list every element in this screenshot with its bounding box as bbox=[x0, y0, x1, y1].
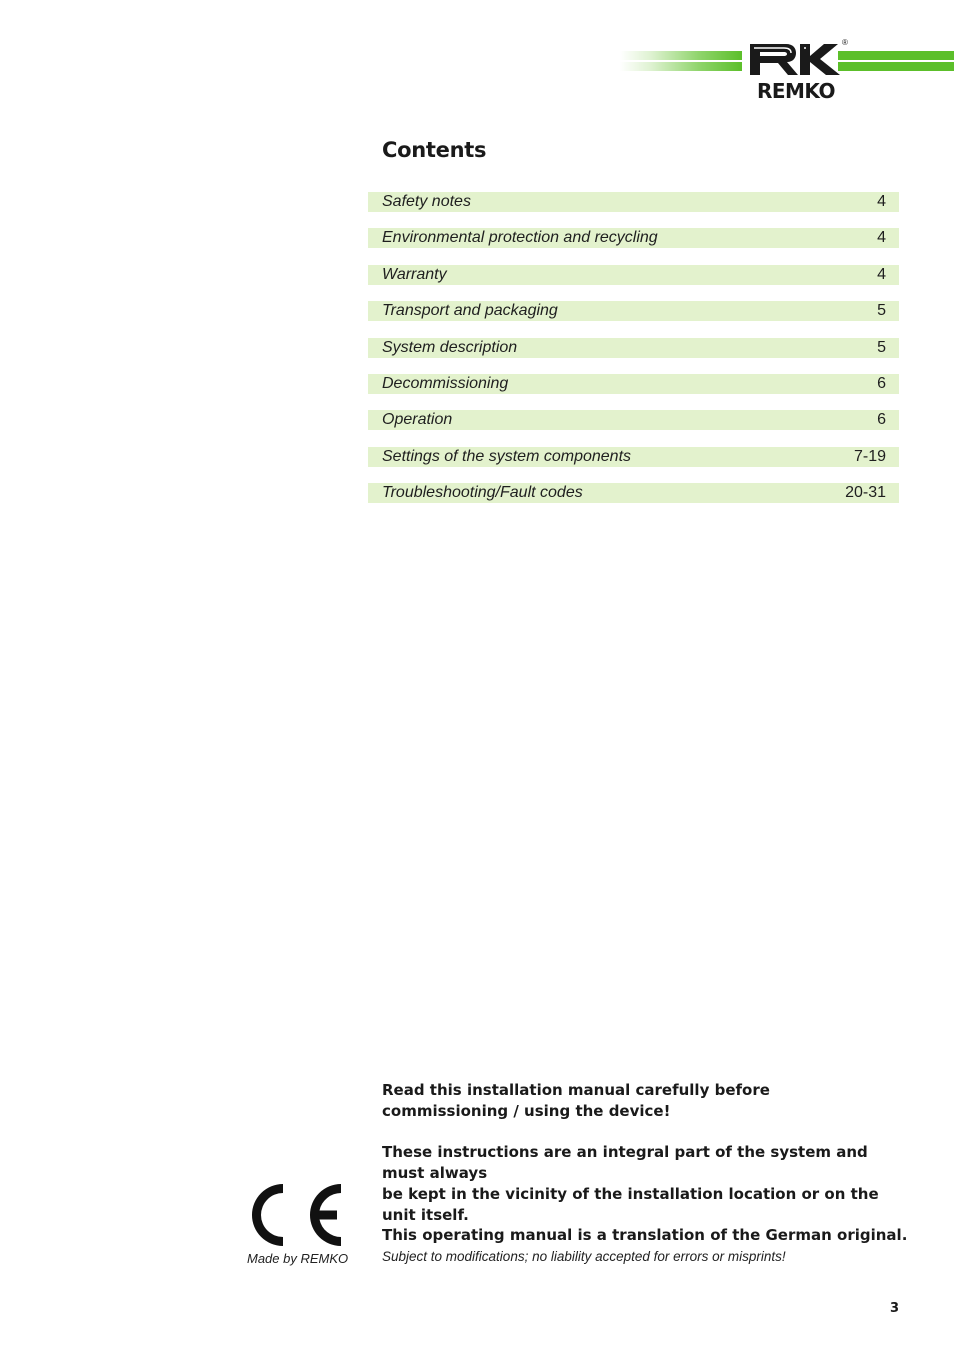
notes-line: commissioning / using the device! bbox=[382, 1101, 671, 1120]
toc-label: System description bbox=[382, 338, 518, 356]
notes-line: These instructions are an integral part of the system and must always bbox=[382, 1143, 868, 1183]
toc-label: Troubleshooting/Fault codes bbox=[382, 484, 583, 502]
made-by-caption: Made by REMKO bbox=[247, 1251, 349, 1266]
remko-logo bbox=[744, 40, 848, 102]
notes-line: Read this installation manual carefully before bbox=[382, 1081, 770, 1099]
toc-page-number: 7-19 bbox=[853, 447, 886, 465]
notes-line: unit itself. bbox=[382, 1205, 469, 1224]
remko-logo-mark-icon bbox=[744, 40, 848, 80]
toc-page-number: 20-31 bbox=[845, 484, 886, 502]
toc-row[interactable] bbox=[368, 447, 899, 467]
toc-page-number: 6 bbox=[877, 374, 886, 392]
toc-row[interactable] bbox=[368, 410, 899, 430]
toc-page-number: 6 bbox=[877, 411, 886, 429]
toc-row[interactable] bbox=[368, 192, 899, 212]
registered-mark: ® bbox=[842, 38, 848, 47]
toc-row[interactable] bbox=[368, 228, 899, 248]
logo-wordmark: REMKO bbox=[756, 79, 836, 103]
toc-label: Operation bbox=[382, 411, 453, 429]
toc-row[interactable] bbox=[368, 265, 899, 285]
toc-page-number: 4 bbox=[877, 229, 886, 247]
toc-row[interactable] bbox=[368, 338, 899, 358]
toc-label: Warranty bbox=[382, 265, 447, 283]
toc-row[interactable] bbox=[368, 483, 899, 503]
header-gradient-bar bbox=[620, 51, 742, 71]
toc-label: Decommissioning bbox=[382, 374, 509, 392]
toc-page-number: 5 bbox=[877, 302, 886, 320]
page-title: Contents bbox=[382, 138, 487, 162]
toc-page-number: 4 bbox=[877, 193, 886, 210]
table-of-contents bbox=[368, 192, 899, 520]
toc-label: Safety notes bbox=[382, 193, 471, 210]
toc-row[interactable] bbox=[368, 374, 899, 394]
disclaimer: Subject to modifications; no liability accepted for errors or misprints! bbox=[382, 1249, 786, 1264]
toc-label: Environmental protection and recycling bbox=[382, 229, 658, 247]
notes-line: This operating manual is a translation of the German original. bbox=[382, 1226, 908, 1245]
toc-label: Settings of the system components bbox=[382, 447, 632, 465]
toc-label: Transport and packaging bbox=[382, 302, 558, 320]
installation-notes bbox=[382, 1080, 912, 1246]
header-green-bar bbox=[838, 51, 954, 71]
toc-page-number: 5 bbox=[877, 338, 886, 356]
notes-line: be kept in the vicinity of the installation location or on the bbox=[382, 1184, 879, 1203]
toc-row[interactable] bbox=[368, 301, 899, 321]
toc-page-number: 4 bbox=[877, 265, 886, 283]
page-number: 3 bbox=[890, 1301, 900, 1316]
ce-mark-icon bbox=[247, 1180, 345, 1250]
